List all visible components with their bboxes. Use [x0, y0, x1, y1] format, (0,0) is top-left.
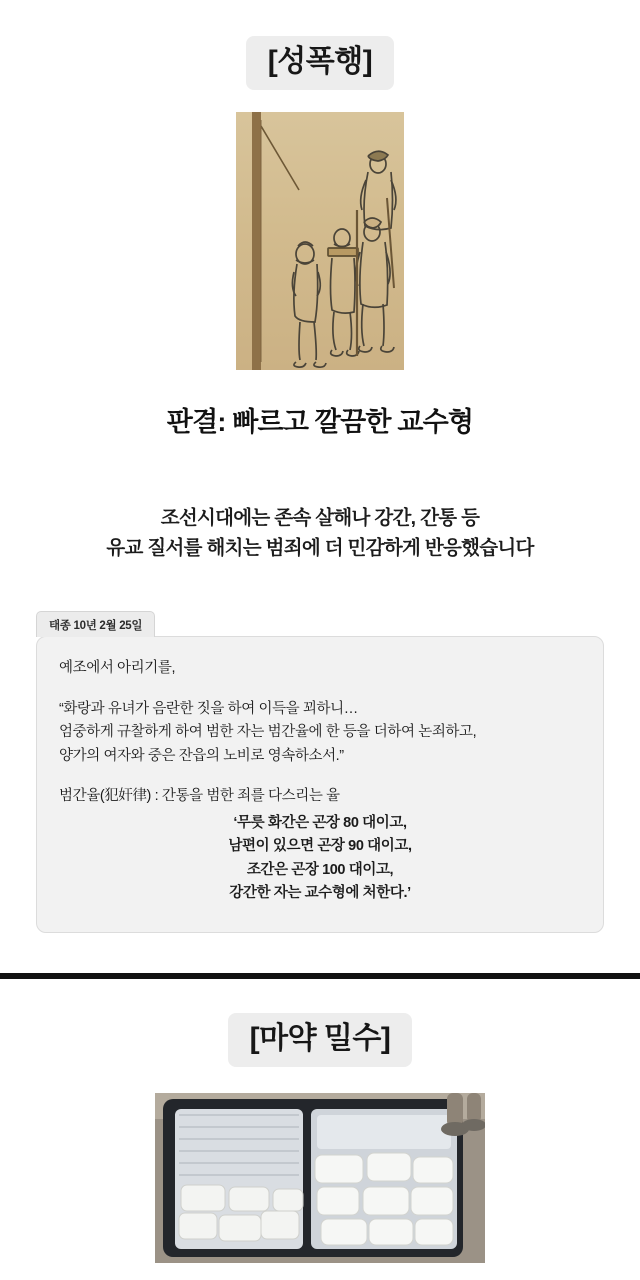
historical-record-quote [36, 611, 604, 932]
joseon-punishment-painting [236, 112, 404, 370]
quote-line-3: 양가의 여자와 중은 잔읍의 노비로 영속하소서.” [59, 747, 344, 764]
quote-intro: 예조에서 아리기를, [59, 660, 176, 677]
lede-line-2: 유교 질서를 해치는 범죄에 더 민감하게 반응했습니다 [106, 537, 534, 560]
section-title-container [0, 0, 640, 90]
list-item: 강간한 자는 교수형에 처한다.’ [229, 885, 411, 902]
section-title-container [0, 979, 640, 1067]
suitcase-drug-packages-photo [155, 1093, 485, 1263]
quote-line-1: “화랑과 유녀가 음란한 짓을 하여 이득을 꾀하니… [59, 700, 358, 717]
list-item: 남편이 있으면 곤장 90 대이고, [228, 838, 412, 855]
painting-container [0, 112, 640, 370]
law-clause-list [59, 812, 581, 906]
section-title: [성폭행] [246, 36, 394, 90]
list-item: 조간은 곤장 100 대이고, [246, 861, 394, 878]
section-drug-smuggling [0, 979, 640, 1263]
lede-line-1: 조선시대에는 존속 살해나 강간, 간통 등 [160, 507, 480, 529]
spacer [59, 768, 581, 785]
quote-date-tab: 태종 10년 2월 25일 [36, 611, 155, 637]
quote-body [36, 636, 604, 932]
lede-paragraph [0, 503, 640, 563]
photo-container [0, 1093, 640, 1263]
quote-line-2: 엄중하게 규찰하게 하여 범한 자는 범간율에 한 등을 더하여 논죄하고, [59, 724, 477, 741]
list-item: ‘무릇 화간은 곤장 80 대이고, [233, 814, 407, 831]
section-title: [마약 밀수] [228, 1013, 413, 1067]
verdict-text: 판결: 빠르고 깔끔한 교수형 [166, 407, 474, 437]
spacer [59, 681, 581, 698]
law-definition: 범간율(犯奸律) : 간통을 범한 죄를 다스리는 율 [59, 788, 340, 805]
